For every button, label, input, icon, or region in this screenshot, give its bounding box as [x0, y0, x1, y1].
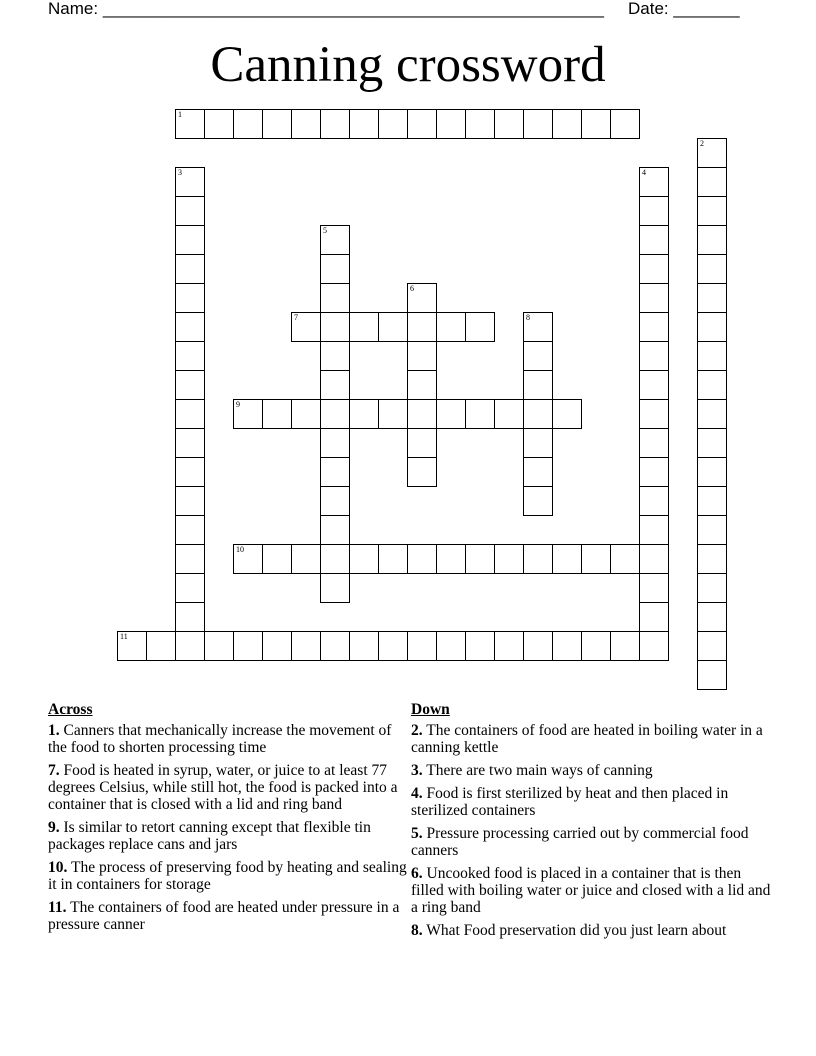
grid-cell[interactable]: [639, 312, 669, 342]
across-clue: [48, 899, 408, 933]
grid-cell[interactable]: [436, 631, 466, 661]
across-clue: [48, 762, 408, 813]
grid-cell[interactable]: [523, 370, 553, 400]
grid-cell[interactable]: [697, 341, 727, 371]
grid-cell[interactable]: [639, 167, 669, 197]
grid-cell[interactable]: [436, 312, 466, 342]
down-clue: [411, 762, 776, 779]
grid-cell[interactable]: [407, 283, 437, 313]
grid-cell[interactable]: [552, 109, 582, 139]
grid-cell[interactable]: [291, 399, 321, 429]
date-line: _______: [673, 0, 740, 18]
grid-cell[interactable]: [639, 196, 669, 226]
grid-cell[interactable]: [175, 573, 205, 603]
grid-cell[interactable]: [697, 457, 727, 487]
grid-cell[interactable]: [175, 109, 205, 139]
grid-cell[interactable]: [552, 399, 582, 429]
grid-cell[interactable]: [378, 312, 408, 342]
grid-cell[interactable]: [262, 631, 292, 661]
grid-cell[interactable]: [175, 428, 205, 458]
down-clue: [411, 825, 776, 859]
grid-cell[interactable]: [523, 399, 553, 429]
name-line: _____________________________________________________: [102, 0, 604, 18]
grid-cell[interactable]: [117, 631, 147, 661]
grid-cell[interactable]: [697, 196, 727, 226]
clue-number: 1.: [48, 722, 60, 739]
across-clue: [48, 722, 408, 756]
grid-cell[interactable]: [523, 486, 553, 516]
grid-cell[interactable]: [697, 167, 727, 197]
grid-cell[interactable]: [465, 399, 495, 429]
grid-cell[interactable]: [320, 428, 350, 458]
grid-cell[interactable]: [204, 631, 234, 661]
grid-cell[interactable]: [175, 167, 205, 197]
grid-cell[interactable]: [204, 109, 234, 139]
grid-cell[interactable]: [436, 109, 466, 139]
clue-text: Is similar to retort canning except that flexible tin packages replace cans and jars: [48, 819, 371, 853]
grid-cell[interactable]: [175, 515, 205, 545]
grid-cell[interactable]: [523, 428, 553, 458]
grid-cell[interactable]: [639, 399, 669, 429]
grid-cell[interactable]: [320, 254, 350, 284]
grid-cell[interactable]: [465, 312, 495, 342]
grid-cell[interactable]: [465, 109, 495, 139]
grid-cell[interactable]: [639, 457, 669, 487]
grid-cell[interactable]: [494, 399, 524, 429]
grid-cell[interactable]: [407, 428, 437, 458]
grid-cell[interactable]: [639, 602, 669, 632]
grid-cell[interactable]: [320, 573, 350, 603]
grid-cell[interactable]: [320, 515, 350, 545]
grid-cell[interactable]: [233, 399, 263, 429]
grid-cell[interactable]: [175, 457, 205, 487]
grid-cell[interactable]: [175, 225, 205, 255]
across-clue: [48, 859, 408, 893]
grid-cell[interactable]: [639, 254, 669, 284]
grid-cell[interactable]: [639, 225, 669, 255]
grid-cell[interactable]: [146, 631, 176, 661]
clue-number: 7: [294, 313, 298, 322]
grid-cell[interactable]: [697, 283, 727, 313]
grid-cell[interactable]: [697, 312, 727, 342]
page-title: Canning crossword: [210, 37, 606, 93]
grid-cell[interactable]: [610, 631, 640, 661]
clue-number: 7.: [48, 762, 60, 779]
grid-cell[interactable]: [175, 486, 205, 516]
grid-cell[interactable]: [697, 399, 727, 429]
grid-cell[interactable]: [523, 457, 553, 487]
grid-cell[interactable]: [697, 370, 727, 400]
grid-cell[interactable]: [407, 631, 437, 661]
grid-cell[interactable]: [175, 544, 205, 574]
clue-text: Canners that mechanically increase the movement of the food to shorten processing time: [48, 722, 392, 756]
grid-cell[interactable]: [697, 486, 727, 516]
clue-number: 6: [410, 284, 414, 293]
grid-cell[interactable]: [610, 109, 640, 139]
grid-cell[interactable]: [262, 109, 292, 139]
grid-cell[interactable]: [320, 341, 350, 371]
grid-cell[interactable]: [639, 428, 669, 458]
grid-cell[interactable]: [233, 631, 263, 661]
grid-cell[interactable]: [552, 631, 582, 661]
grid-cell[interactable]: [639, 515, 669, 545]
clue-text: There are two main ways of canning: [426, 762, 653, 779]
grid-cell[interactable]: [378, 631, 408, 661]
grid-cell[interactable]: [407, 544, 437, 574]
grid-cell[interactable]: [697, 660, 727, 690]
clue-number: 6.: [411, 865, 423, 882]
grid-cell[interactable]: [320, 457, 350, 487]
grid-cell[interactable]: [697, 602, 727, 632]
grid-cell[interactable]: [639, 486, 669, 516]
grid-cell[interactable]: [697, 254, 727, 284]
grid-cell[interactable]: [175, 399, 205, 429]
grid-cell[interactable]: [378, 399, 408, 429]
across-clue: [48, 819, 408, 853]
across-clues: [48, 701, 408, 939]
down-clue: [411, 785, 776, 819]
clue-number: 5: [323, 226, 327, 235]
grid-cell[interactable]: [407, 312, 437, 342]
grid-cell[interactable]: [436, 399, 466, 429]
grid-cell[interactable]: [291, 312, 321, 342]
grid-cell[interactable]: [349, 312, 379, 342]
clue-number: 9.: [48, 819, 60, 836]
grid-cell[interactable]: [436, 544, 466, 574]
grid-cell[interactable]: [378, 544, 408, 574]
grid-cell[interactable]: [320, 399, 350, 429]
grid-cell[interactable]: [639, 573, 669, 603]
clue-number: 5.: [411, 825, 423, 842]
grid-cell[interactable]: [552, 544, 582, 574]
grid-cell[interactable]: [494, 109, 524, 139]
grid-cell[interactable]: [262, 544, 292, 574]
grid-cell[interactable]: [262, 399, 292, 429]
across-heading: Across: [48, 701, 93, 718]
clue-number: 11.: [48, 899, 67, 916]
grid-cell[interactable]: [320, 283, 350, 313]
grid-cell[interactable]: [349, 631, 379, 661]
down-clue: [411, 865, 776, 916]
clue-number: 4.: [411, 785, 423, 802]
grid-cell[interactable]: [697, 138, 727, 168]
grid-cell[interactable]: [697, 544, 727, 574]
grid-cell[interactable]: [233, 109, 263, 139]
grid-cell[interactable]: [639, 283, 669, 313]
grid-cell[interactable]: [407, 341, 437, 371]
grid-cell[interactable]: [697, 225, 727, 255]
grid-cell[interactable]: [407, 399, 437, 429]
down-clue: [411, 722, 776, 756]
grid-cell[interactable]: [291, 631, 321, 661]
grid-cell[interactable]: [697, 573, 727, 603]
clue-number: 11: [120, 632, 128, 641]
grid-cell[interactable]: [320, 312, 350, 342]
grid-cell[interactable]: [378, 109, 408, 139]
grid-cell[interactable]: [639, 631, 669, 661]
grid-cell[interactable]: [407, 370, 437, 400]
grid-cell[interactable]: [320, 486, 350, 516]
grid-cell[interactable]: [407, 109, 437, 139]
grid-cell[interactable]: [175, 631, 205, 661]
across-clue-list: [48, 722, 408, 933]
clue-number: 4: [642, 168, 646, 177]
grid-cell[interactable]: [320, 225, 350, 255]
clue-number: 1: [178, 110, 182, 119]
grid-cell[interactable]: [291, 109, 321, 139]
grid-cell[interactable]: [639, 544, 669, 574]
grid-cell[interactable]: [494, 631, 524, 661]
grid-cell[interactable]: [581, 544, 611, 574]
grid-cell[interactable]: [233, 544, 263, 574]
grid-cell[interactable]: [697, 515, 727, 545]
date-label: Date:: [628, 0, 669, 18]
grid-cell[interactable]: [697, 428, 727, 458]
clue-number: 10.: [48, 859, 68, 876]
clue-text: Food is first sterilized by heat and then placed in sterilized containers: [411, 785, 729, 819]
clue-text: Uncooked food is placed in a container that is then filled with boiling water or juice and closed with a lid and a ring band: [411, 865, 771, 916]
clue-text: Food is heated in syrup, water, or juice to at least 77 degrees Celsius, while still hot, the food is packed into a container that is closed with a lid and ring band: [48, 762, 398, 813]
clue-text: The containers of food are heated in boiling water in a canning kettle: [411, 722, 763, 756]
clue-number: 2.: [411, 722, 423, 739]
grid-cell[interactable]: [639, 370, 669, 400]
grid-cell[interactable]: [320, 544, 350, 574]
grid-cell[interactable]: [465, 631, 495, 661]
clue-number: 3.: [411, 762, 423, 779]
grid-cell[interactable]: [523, 631, 553, 661]
grid-cell[interactable]: [291, 544, 321, 574]
grid-cell[interactable]: [523, 341, 553, 371]
clue-number: 8: [526, 313, 530, 322]
grid-cell[interactable]: [523, 109, 553, 139]
grid-cell[interactable]: [349, 544, 379, 574]
grid-cell[interactable]: [175, 254, 205, 284]
down-clue-list: [411, 722, 776, 939]
grid-cell[interactable]: [175, 370, 205, 400]
grid-cell[interactable]: [523, 544, 553, 574]
clue-number: 10: [236, 545, 244, 554]
down-heading: Down: [411, 701, 450, 718]
grid-cell[interactable]: [523, 312, 553, 342]
grid-cell[interactable]: [175, 341, 205, 371]
clue-text: The process of preserving food by heating and sealing it in containers for storage: [48, 859, 407, 893]
down-clue: [411, 922, 776, 939]
grid-cell[interactable]: [465, 544, 495, 574]
grid-cell[interactable]: [581, 631, 611, 661]
grid-cell[interactable]: [349, 399, 379, 429]
name-label: Name:: [48, 0, 99, 18]
clue-number: 2: [700, 139, 704, 148]
clue-number: 9: [236, 400, 240, 409]
down-clues: [411, 701, 776, 945]
grid-cell[interactable]: [175, 312, 205, 342]
grid-cell[interactable]: [175, 602, 205, 632]
grid-cell[interactable]: [320, 370, 350, 400]
grid-cell[interactable]: [175, 196, 205, 226]
grid-cell[interactable]: [697, 631, 727, 661]
clue-text: Pressure processing carried out by commercial food canners: [411, 825, 749, 859]
clue-text: The containers of food are heated under pressure in a pressure canner: [48, 899, 400, 933]
grid-cell[interactable]: [175, 283, 205, 313]
clue-number: 3: [178, 168, 182, 177]
clue-number: 8.: [411, 922, 423, 939]
grid-cell[interactable]: [639, 341, 669, 371]
grid-cell[interactable]: [581, 109, 611, 139]
clue-text: What Food preservation did you just learn about: [426, 922, 727, 939]
grid-cell[interactable]: [610, 544, 640, 574]
grid-cell[interactable]: [349, 109, 379, 139]
grid-cell[interactable]: [320, 631, 350, 661]
grid-cell[interactable]: [494, 544, 524, 574]
grid-cell[interactable]: [407, 457, 437, 487]
grid-cell[interactable]: [320, 109, 350, 139]
